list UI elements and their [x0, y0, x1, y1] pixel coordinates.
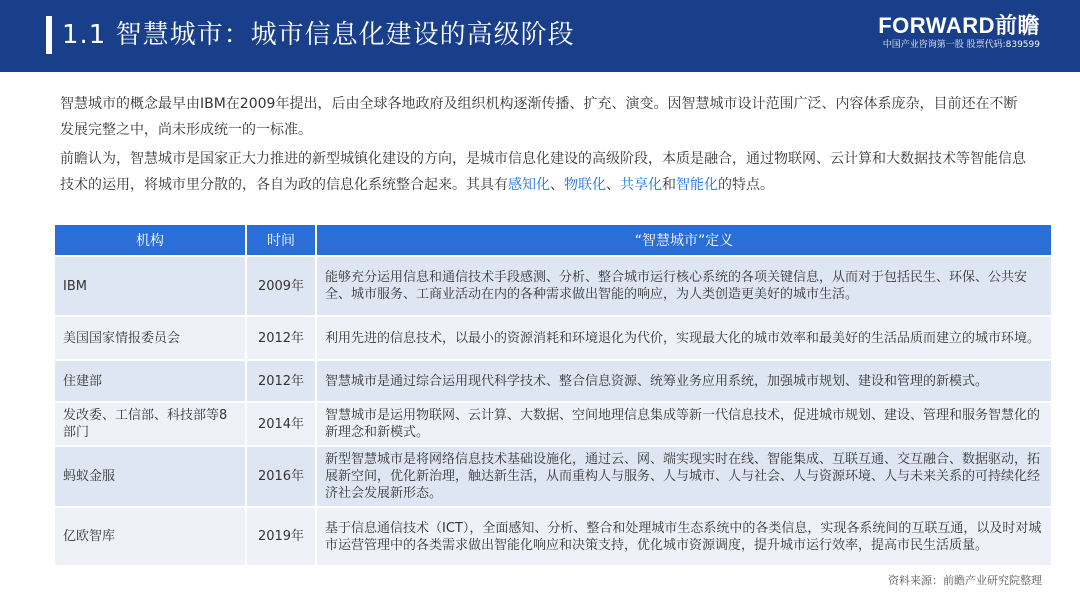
table-row: [55, 507, 1051, 565]
keyword-iot: 物联化: [564, 176, 606, 193]
cell-org: 美国国家情报委员会: [55, 316, 246, 360]
cell-org: 发改委、工信部、科技部等8部门: [55, 402, 246, 446]
source-note: 资料来源：前瞻产业研究院整理: [888, 574, 1042, 587]
cell-org: IBM: [55, 256, 246, 316]
cell-org: 亿欧智库: [55, 507, 246, 565]
header-org: 机构: [55, 225, 246, 256]
logo-wordmark: FORWARD前瞻: [878, 13, 1040, 38]
title-accent-bar: [46, 16, 52, 54]
intro-p2-suffix: 的特点。: [718, 176, 774, 193]
forward-logo: [878, 14, 1040, 52]
keyword-perception: 感知化: [508, 176, 550, 193]
cell-year: 2012年: [246, 316, 316, 360]
cell-definition: 能够充分运用信息和通信技术手段感测、分析、整合城市运行核心系统的各项关键信息，从而对于包括民生、环保、公共安全、城市服务、工商业活动在内的各种需求做出智能的响应，为人类创造更美好的城市生活。: [316, 256, 1051, 316]
cell-definition: 基于信息通信技术（ICT），全面感知、分析、整合和处理城市生态系统中的各类信息，实现各系统间的互联互通，以及时对城市运营管理中的各类需求做出智能化响应和决策支持，优化城市资源调度，提升城市运行效率，提高市民生活质量。: [316, 507, 1051, 565]
cell-org: 蚂蚁金服: [55, 446, 246, 507]
keyword-intelligence: 智能化: [676, 176, 718, 193]
header-banner: [0, 0, 1080, 72]
table-row: [55, 446, 1051, 507]
intro-paragraph-1: 智慧城市的概念最早由IBM在2009年提出，后由全球各地政府及组织机构逐渐传播、扩充、演变。因智慧城市设计范围广泛、内容体系庞杂，目前还在不断发展完整之中，尚未形成统一的一标准。: [60, 96, 1018, 138]
header-definition: “智慧城市”定义: [316, 225, 1051, 256]
cell-year: 2019年: [246, 507, 316, 565]
table-row: [55, 402, 1051, 446]
cell-year: 2012年: [246, 360, 316, 402]
definition-table: [55, 225, 1051, 565]
cell-definition: 新型智慧城市是将网络信息技术基础设施化，通过云、网、端实现实时在线、智能集成、互联互通、交互融合、数据驱动，拓展新空间，优化新治理，触达新生活，从而重构人与服务、人与城市、人与社会、人与资源环境、人与未来关系的可持续化经济社会发展新形态。: [316, 446, 1051, 507]
cell-year: 2016年: [246, 446, 316, 507]
separator: 、: [606, 176, 620, 193]
separator: 和: [662, 176, 676, 193]
cell-year: 2014年: [246, 402, 316, 446]
page-title: 1.1 智慧城市：城市信息化建设的高级阶段: [62, 20, 575, 50]
logo-tagline: 中国产业咨询第一股 股票代码:839599: [882, 40, 1040, 50]
table-header-row: [55, 225, 1051, 256]
intro-p2-prefix: 前瞻认为，智慧城市是国家正大力推进的新型城镇化建设的方向，是城市信息化建设的高级阶段，本质是融合，通过物联网、云计算和大数据技术等智能信息技术的运用，将城市里分散的，各自为政的信息化系统整合起来。其具有: [60, 151, 1026, 193]
cell-definition: 利用先进的信息技术，以最小的资源消耗和环境退化为代价，实现最大化的城市效率和最美好的生活品质而建立的城市环境。: [316, 316, 1051, 360]
cell-definition: 智慧城市是通过综合运用现代科学技术、整合信息资源、统筹业务应用系统，加强城市规划、建设和管理的新模式。: [316, 360, 1051, 402]
separator: 、: [550, 176, 564, 193]
table-row: [55, 316, 1051, 360]
keyword-sharing: 共享化: [620, 176, 662, 193]
table-row: [55, 360, 1051, 402]
intro-text: [60, 92, 1030, 202]
cell-year: 2009年: [246, 256, 316, 316]
table-row: [55, 256, 1051, 316]
intro-paragraph-2: [60, 147, 1030, 198]
cell-definition: 智慧城市是运用物联网、云计算、大数据、空间地理信息集成等新一代信息技术，促进城市规划、建设、管理和服务智慧化的新理念和新模式。: [316, 402, 1051, 446]
cell-org: 住建部: [55, 360, 246, 402]
header-time: 时间: [246, 225, 316, 256]
